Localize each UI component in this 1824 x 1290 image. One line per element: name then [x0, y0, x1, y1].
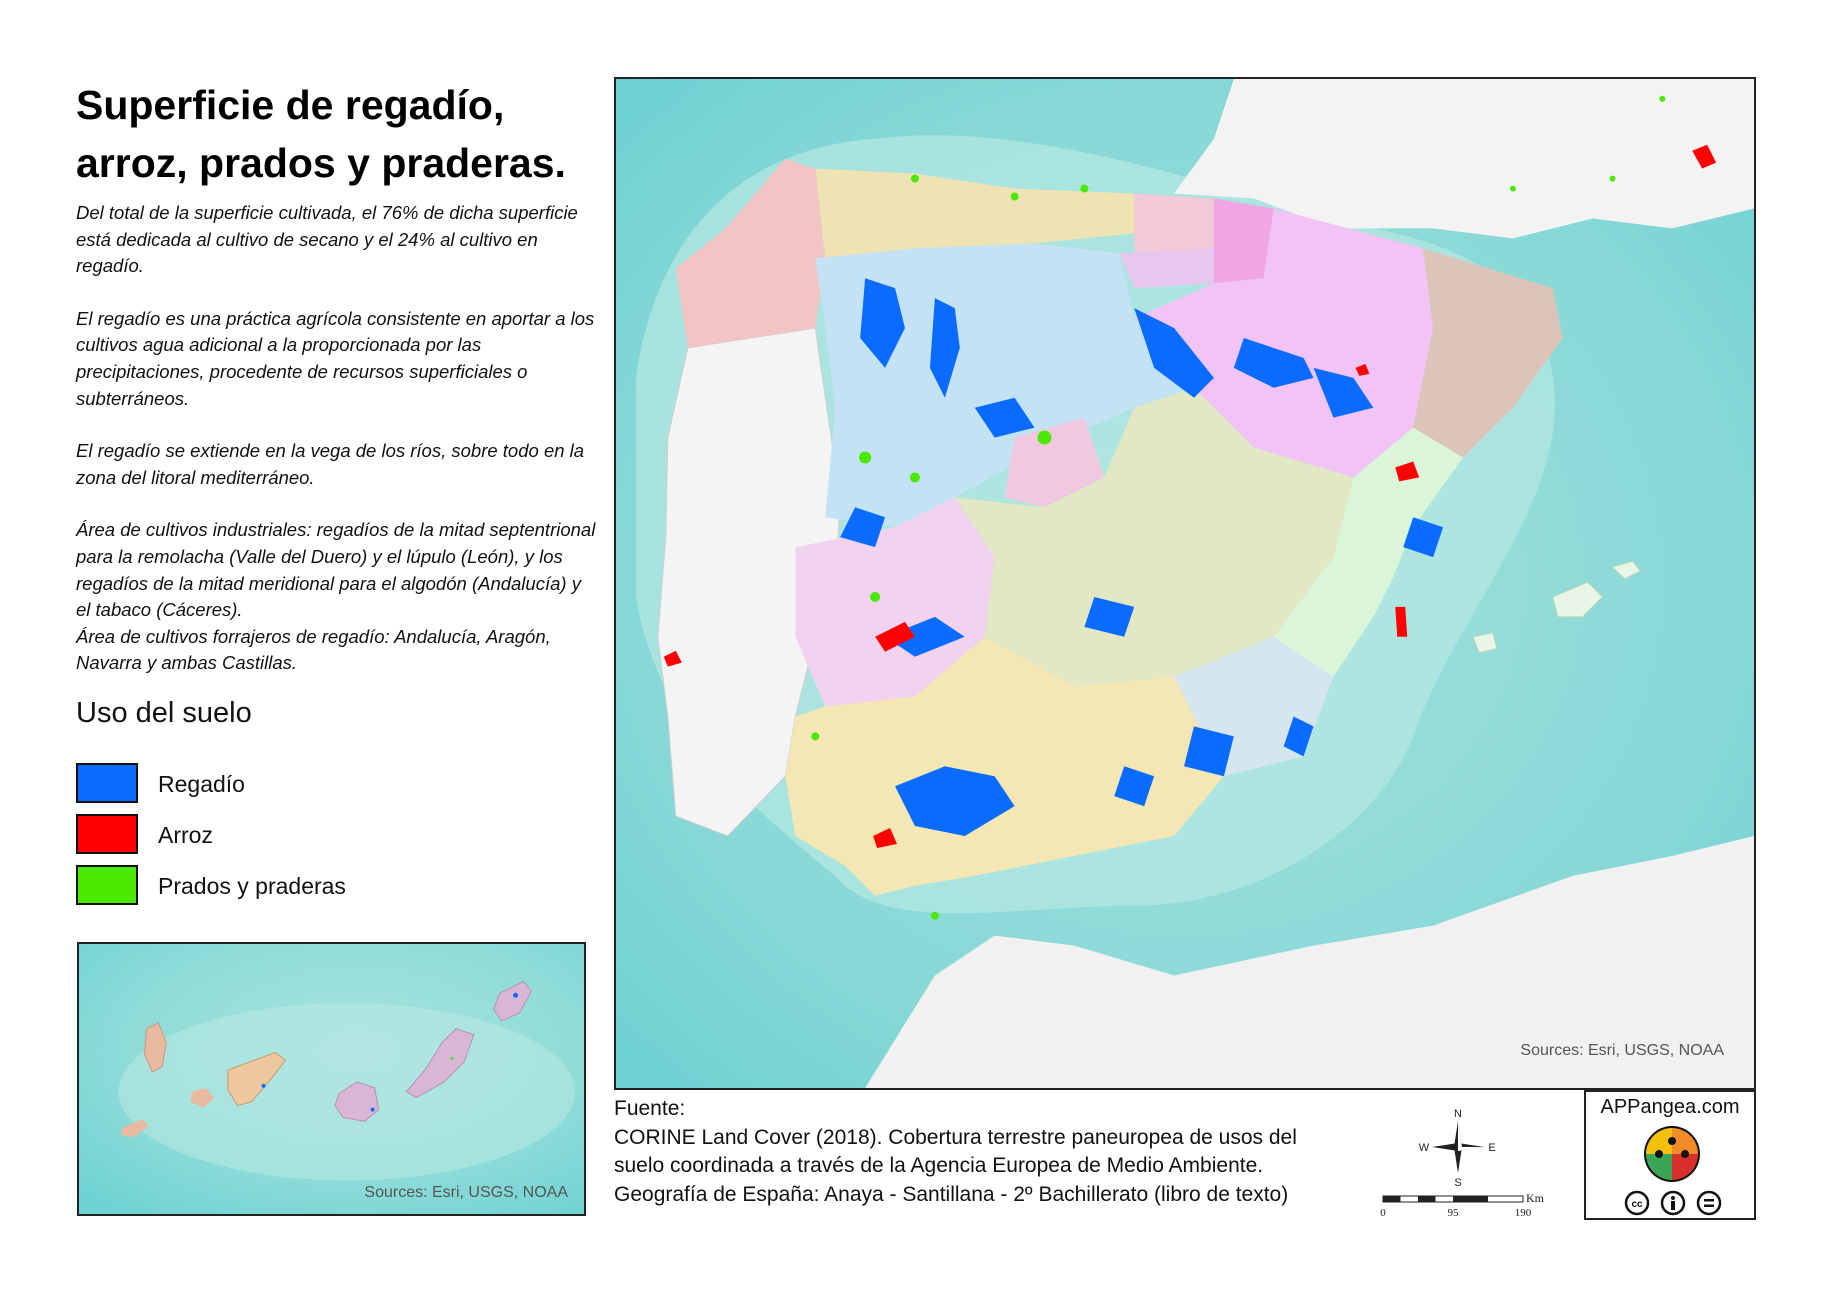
puzzle-logo-icon: [1642, 1124, 1702, 1184]
description: [76, 200, 596, 677]
legend-label: Arroz: [158, 822, 213, 848]
description-paragraph: El regadío se extiende en la vega de los ríos, sobre todo en la zona del litoral mediterráneo.: [76, 440, 585, 488]
source-line: CORINE Land Cover (2018). Cobertura terrestre paneuropea de usos del: [614, 1125, 1297, 1149]
source-label: Fuente:: [614, 1097, 686, 1120]
compass-north-label: N: [1454, 1108, 1462, 1120]
inset-map-graphic: [79, 944, 584, 1214]
source-citation: [614, 1095, 1374, 1209]
description-paragraph: Del total de la superficie cultivada, el 76% de dicha superficie está dedicada al cultivo de secano y el 24% al cultivo en regadío.: [76, 202, 578, 277]
logo-text: APPangea.com: [1600, 1096, 1740, 1118]
compass-rose-icon: [1418, 1107, 1498, 1187]
svg-text:cc: cc: [1631, 1199, 1643, 1210]
description-paragraph: Área de cultivos industriales: regadíos de la mitad septentrional para la remolacha (Valle del Duero) y el lúpulo (León), y los regadíos de la mitad meridional para el algodón (Andalucía) y el tabaco (Cáceres).: [76, 519, 596, 621]
scale-bar: [1378, 1190, 1558, 1220]
legend-item-arroz: [76, 814, 496, 856]
iberian-peninsula-map[interactable]: [614, 77, 1756, 1090]
scale-unit-label: Km: [1526, 1191, 1544, 1205]
source-line: suelo coordinada a través de la Agencia Europea de Medio Ambiente.: [614, 1154, 1264, 1177]
scale-tick-label: 0: [1380, 1207, 1386, 1219]
scale-tick-label: 95: [1447, 1207, 1459, 1219]
title-line-2: arroz, prados y praderas.: [76, 140, 566, 186]
legend-label: Prados y praderas: [158, 873, 346, 899]
legend-title: Uso del suelo: [76, 697, 252, 729]
legend-swatch-arroz: [76, 814, 138, 854]
canary-islands-inset[interactable]: [77, 942, 586, 1216]
description-paragraph: El regadío es una práctica agrícola consistente en aportar a los cultivos agua adicional a la proporcionada por las precipitaciones, procedente de recursos superficiales o subterráneos.: [76, 307, 595, 409]
compass-west-label: W: [1418, 1142, 1430, 1154]
legend-swatch-regadio: [76, 763, 138, 803]
inset-sources-attribution: Sources: Esri, USGS, NOAA: [364, 1184, 568, 1201]
legend-item-regadio: [76, 763, 496, 805]
description-paragraph: Área de cultivos forrajeros de regadío: Andalucía, Aragón, Navarra y ambas Castillas.: [76, 625, 551, 674]
legend-label: Regadío: [158, 771, 245, 797]
appangea-logo-box[interactable]: [1584, 1090, 1756, 1220]
compass-east-label: E: [1488, 1142, 1496, 1154]
scale-tick-label: 190: [1514, 1207, 1532, 1219]
creative-commons-license-icon: [1621, 1190, 1725, 1216]
map-sources-attribution: Sources: Esri, USGS, NOAA: [1520, 1042, 1724, 1059]
source-line: Geografía de España: Anaya - Santillana - 2º Bachillerato (libro de texto): [614, 1182, 1289, 1206]
compass-south-label: S: [1454, 1177, 1462, 1187]
map-title: [76, 76, 596, 192]
legend-swatch-prados: [76, 865, 138, 905]
title-line-1: Superficie de regadío,: [76, 82, 505, 128]
legend-item-prados: [76, 865, 496, 907]
main-map-graphic: [616, 79, 1754, 1088]
